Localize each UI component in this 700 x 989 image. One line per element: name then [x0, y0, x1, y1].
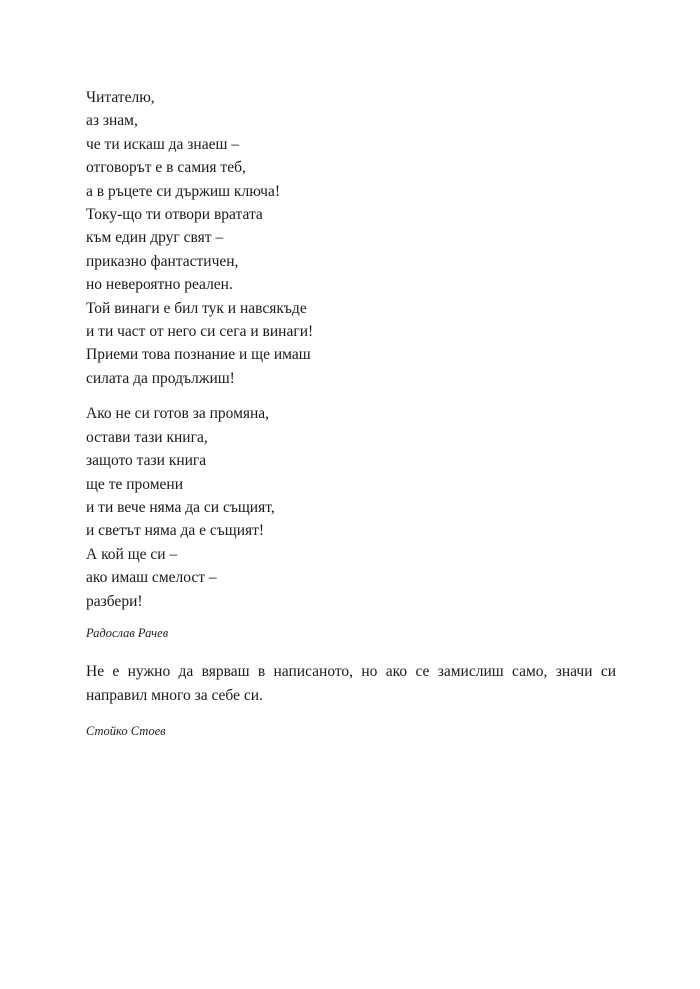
poem-author: Радослав Рачев — [86, 625, 169, 640]
poem-line: Той винаги е бил тук и навсякъде — [86, 299, 307, 317]
poem-line: че ти искаш да знаеш – — [86, 135, 240, 153]
poem-line: остави тази книга, — [86, 428, 208, 446]
poem-line: към един друг свят – — [86, 229, 224, 247]
poem-stanza-1 — [86, 86, 626, 390]
poem-line: и светът няма да е същият! — [86, 522, 265, 540]
poem-line: силата да продължиш! — [86, 369, 235, 387]
poem-line: а в ръцете си държиш ключа! — [86, 182, 281, 200]
poem-line: А кой ще си – — [86, 545, 178, 563]
quote — [86, 660, 616, 740]
quote-author: Стойко Стоев — [86, 724, 166, 738]
poem-line: разбери! — [86, 592, 143, 610]
poem-line: ще те промени — [86, 475, 183, 493]
poem-line: и ти вече няма да си същият, — [86, 498, 275, 516]
quote-text: Не е нужно да вярваш в написаното, но ако се замислиш само, значи си направил много за себе си. — [86, 663, 616, 704]
poem-line: и ти част от него си сега и винаги! — [86, 323, 314, 341]
poem-line: приказно фантастичен, — [86, 252, 239, 270]
poem-line: Читателю, — [86, 89, 155, 106]
poem-line: Току-що ти отвори вратата — [86, 206, 263, 224]
poem-line: отговорът е в самия теб, — [86, 159, 246, 177]
poem-line: ако имаш смелост – — [86, 569, 217, 587]
poem-line: Приеми това познание и ще имаш — [86, 346, 311, 364]
poem-line: защото тази книга — [86, 452, 207, 470]
poem-line: аз знам, — [86, 112, 138, 130]
poem — [86, 86, 626, 642]
poem-line: Ако не си готов за промяна, — [86, 405, 270, 423]
poem-line: но невероятно реален. — [86, 276, 233, 294]
poem-stanza-2 — [86, 402, 626, 613]
